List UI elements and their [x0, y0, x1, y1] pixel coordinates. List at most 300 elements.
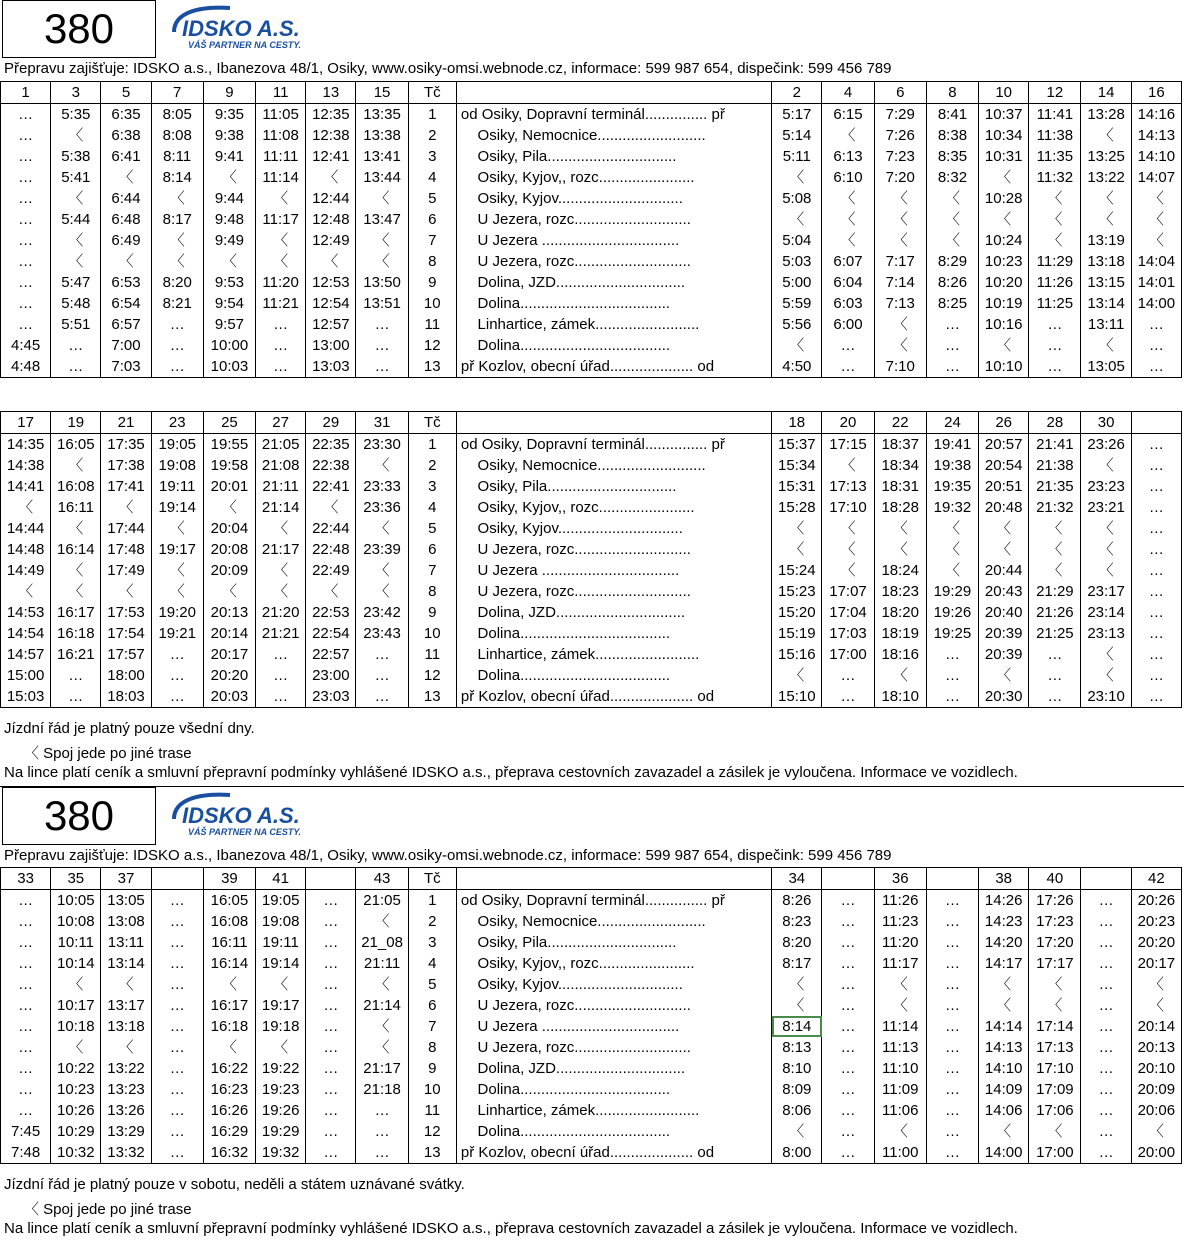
departure-time: … — [1029, 314, 1081, 335]
trip-number-header — [926, 868, 978, 890]
departure-time: 22:48 — [306, 539, 356, 560]
weekday-validity-note: Jízdní řád je platný pouze všední dny. — [4, 720, 255, 737]
trip-number-header: 39 — [203, 868, 255, 890]
departure-time: 〈 — [1029, 995, 1081, 1016]
departure-time: … — [1, 974, 51, 995]
departure-time: 10:03 — [203, 356, 255, 378]
stop-name: U Jezera ................................. — [456, 1016, 771, 1037]
departure-time: 19:41 — [926, 434, 978, 456]
stop-header — [456, 412, 771, 434]
departure-time: 14:53 — [1, 602, 51, 623]
trip-number-header: 38 — [979, 868, 1029, 890]
trip-number-header: 29 — [306, 412, 356, 434]
trip-number-header: 41 — [256, 868, 306, 890]
departure-time: … — [1, 188, 51, 209]
departure-time: 21:38 — [1029, 455, 1081, 476]
timetable-row — [1, 1079, 1182, 1100]
svg-text:VÁŠ PARTNER NA CESTY.: VÁŠ PARTNER NA CESTY. — [188, 827, 302, 837]
departure-time: 17:26 — [1029, 890, 1081, 912]
trip-number-header: 22 — [874, 412, 926, 434]
departure-time: 〈 — [772, 335, 822, 356]
departure-time: 12:54 — [306, 293, 356, 314]
departure-time: 19:18 — [256, 1016, 306, 1037]
departure-time: 13:22 — [101, 1058, 151, 1079]
departure-time: 16:05 — [203, 890, 255, 912]
departure-time: 11:10 — [874, 1058, 926, 1079]
departure-time: … — [1081, 995, 1131, 1016]
departure-time: 17:23 — [1029, 911, 1081, 932]
departure-time: 10:10 — [979, 356, 1029, 378]
departure-time: … — [1, 167, 51, 188]
departure-time: 8:32 — [926, 167, 978, 188]
departure-time: 15:19 — [772, 623, 822, 644]
departure-time: 8:06 — [772, 1100, 822, 1121]
departure-time: … — [306, 974, 356, 995]
departure-time: 15:20 — [772, 602, 822, 623]
departure-time: 19:17 — [256, 995, 306, 1016]
timetable-row — [1, 644, 1182, 665]
timetable-row — [1, 230, 1182, 251]
departure-time: 〈 — [926, 539, 978, 560]
departure-time: 〈 — [356, 1016, 408, 1037]
departure-time: 19:05 — [256, 890, 306, 912]
departure-time: … — [356, 314, 408, 335]
departure-time: … — [256, 665, 306, 686]
departure-time: 20:00 — [1131, 1142, 1181, 1164]
departure-time: 10:34 — [979, 125, 1029, 146]
departure-time: 5:51 — [51, 314, 101, 335]
stop-name: U Jezera, rozc............................ — [456, 581, 771, 602]
trip-number-header — [151, 868, 203, 890]
departure-time: 18:34 — [874, 455, 926, 476]
departure-time: 18:03 — [101, 686, 151, 708]
departure-time: 21:18 — [356, 1079, 408, 1100]
departure-time: 13:22 — [1081, 167, 1131, 188]
departure-time: … — [1131, 686, 1181, 708]
departure-time: 19:11 — [151, 476, 203, 497]
departure-time: 〈 — [256, 974, 306, 995]
departure-time: 8:38 — [926, 125, 978, 146]
stop-index: 11 — [408, 644, 456, 665]
departure-time: 〈 — [356, 230, 408, 251]
stop-index: 6 — [408, 995, 456, 1016]
departure-time: … — [356, 1100, 408, 1121]
departure-time: 7:03 — [101, 356, 151, 378]
departure-time: 10:23 — [979, 251, 1029, 272]
departure-time: … — [926, 1058, 978, 1079]
departure-time: 17:13 — [1029, 1037, 1081, 1058]
departure-time: … — [256, 335, 306, 356]
trip-number-header: 2 — [772, 82, 822, 104]
departure-time: 19:55 — [203, 434, 255, 456]
departure-time: 6:53 — [101, 272, 151, 293]
departure-time: 19:05 — [151, 434, 203, 456]
departure-time: 7:17 — [874, 251, 926, 272]
departure-time: 17:13 — [822, 476, 874, 497]
departure-time: 19:23 — [256, 1079, 306, 1100]
timetable-row — [1, 953, 1182, 974]
departure-time: 7:13 — [874, 293, 926, 314]
stop-name: U Jezera, rozc............................ — [456, 995, 771, 1016]
departure-time: 〈 — [1081, 665, 1131, 686]
stop-index: 6 — [408, 539, 456, 560]
departure-time: 〈 — [51, 974, 101, 995]
departure-time: 19:58 — [203, 455, 255, 476]
departure-time: 7:26 — [874, 125, 926, 146]
trip-number-header: 12 — [1029, 82, 1081, 104]
departure-time: 20:06 — [1131, 1100, 1181, 1121]
departure-time: 23:33 — [356, 476, 408, 497]
departure-time: … — [1081, 1100, 1131, 1121]
stop-name: od Osiky, Dopravní terminál............... př — [456, 890, 771, 912]
stop-index: 13 — [408, 356, 456, 378]
stop-index: 9 — [408, 602, 456, 623]
departure-time: 〈 — [256, 581, 306, 602]
departure-time: 〈 — [1029, 209, 1081, 230]
departure-time: 〈 — [772, 995, 822, 1016]
trip-number-header: 20 — [822, 412, 874, 434]
departure-time: 14:00 — [1131, 293, 1181, 314]
departure-time: 6:04 — [822, 272, 874, 293]
departure-time: 20:08 — [203, 539, 255, 560]
departure-time: 20:20 — [1131, 932, 1181, 953]
departure-time: … — [822, 974, 874, 995]
timetable-row — [1, 335, 1182, 356]
departure-time: … — [926, 911, 978, 932]
departure-time: 11:41 — [1029, 104, 1081, 126]
departure-time: 16:08 — [51, 476, 101, 497]
line-number: 380 — [2, 787, 156, 845]
departure-time: 14:01 — [1131, 272, 1181, 293]
departure-time: 23:43 — [356, 623, 408, 644]
trip-number-header: 37 — [101, 868, 151, 890]
departure-time: 20:17 — [203, 644, 255, 665]
departure-time: 20:17 — [1131, 953, 1181, 974]
departure-time: 12:49 — [306, 230, 356, 251]
departure-time: 〈 — [51, 188, 101, 209]
trip-number-header: 14 — [1081, 82, 1131, 104]
departure-time: … — [822, 1037, 874, 1058]
weekend-header — [2, 787, 1184, 845]
departure-time: 〈 — [101, 497, 151, 518]
departure-time: 9:54 — [203, 293, 255, 314]
departure-time: 〈 — [151, 560, 203, 581]
departure-time: 11:11 — [256, 146, 306, 167]
weekday-block-afternoon — [0, 411, 1182, 708]
stop-index: 2 — [408, 455, 456, 476]
departure-time: … — [1131, 581, 1181, 602]
departure-time: 〈 — [926, 188, 978, 209]
departure-time: 〈 — [151, 188, 203, 209]
weekday-block-morning — [0, 81, 1182, 378]
timetable-row — [1, 434, 1182, 456]
departure-time: 5:17 — [772, 104, 822, 126]
departure-time: 8:17 — [151, 209, 203, 230]
departure-time: 11:00 — [874, 1142, 926, 1164]
stop-index: 1 — [408, 434, 456, 456]
departure-time: 17:53 — [101, 602, 151, 623]
departure-time: 13:32 — [101, 1142, 151, 1164]
departure-time: … — [356, 1142, 408, 1164]
stop-index: 2 — [408, 125, 456, 146]
departure-time: 17:54 — [101, 623, 151, 644]
departure-time: 〈 — [979, 335, 1029, 356]
stop-name: Dolina.................................... — [456, 623, 771, 644]
timetable-row — [1, 974, 1182, 995]
departure-time: 11:14 — [874, 1016, 926, 1037]
timetable-row — [1, 293, 1182, 314]
stop-index: 12 — [408, 335, 456, 356]
departure-time: 〈 — [874, 209, 926, 230]
departure-time: … — [822, 665, 874, 686]
departure-time: 〈 — [1081, 644, 1131, 665]
trip-number-header — [1131, 412, 1181, 434]
departure-time: … — [356, 356, 408, 378]
stop-index: 13 — [408, 1142, 456, 1164]
departure-time: 4:45 — [1, 335, 51, 356]
departure-time: 14:14 — [979, 1016, 1029, 1037]
departure-time: 11:14 — [256, 167, 306, 188]
departure-time: 21:05 — [356, 890, 408, 912]
stop-header — [456, 82, 771, 104]
departure-time: 21:11 — [356, 953, 408, 974]
departure-time: 9:41 — [203, 146, 255, 167]
departure-time: 8:10 — [772, 1058, 822, 1079]
departure-time: 17:49 — [101, 560, 151, 581]
stop-name: Dolina.................................... — [456, 335, 771, 356]
departure-time: 19:08 — [256, 911, 306, 932]
timetable-row — [1, 146, 1182, 167]
departure-time: 〈 — [874, 995, 926, 1016]
departure-time: 〈 — [256, 188, 306, 209]
departure-time: 〈 — [51, 125, 101, 146]
departure-time: 13:05 — [101, 890, 151, 912]
departure-time: 6:00 — [822, 314, 874, 335]
departure-time: 〈 — [51, 560, 101, 581]
departure-time: 8:35 — [926, 146, 978, 167]
departure-time: 20:09 — [1131, 1079, 1181, 1100]
departure-time: 11:05 — [256, 104, 306, 126]
departure-time: 10:24 — [979, 230, 1029, 251]
departure-time: 18:23 — [874, 581, 926, 602]
departure-time: … — [356, 335, 408, 356]
departure-time: 20:13 — [1131, 1037, 1181, 1058]
stop-index: 12 — [408, 665, 456, 686]
departure-time: 21:21 — [256, 623, 306, 644]
departure-time: … — [926, 1016, 978, 1037]
departure-time: 5:41 — [51, 167, 101, 188]
departure-time: 13:26 — [101, 1100, 151, 1121]
departure-time: … — [151, 1016, 203, 1037]
departure-time: … — [1081, 953, 1131, 974]
departure-time: 14:49 — [1, 560, 51, 581]
departure-time: 7:14 — [874, 272, 926, 293]
departure-time: … — [1081, 1079, 1131, 1100]
departure-time: 14:44 — [1, 518, 51, 539]
stop-name: př Kozlov, obecní úřad.................... od — [456, 356, 771, 378]
departure-time: … — [51, 686, 101, 708]
departure-time: … — [306, 1121, 356, 1142]
departure-time: 〈 — [1081, 209, 1131, 230]
departure-time: 〈 — [1029, 974, 1081, 995]
departure-time: 11:32 — [1029, 167, 1081, 188]
departure-time: 16:14 — [51, 539, 101, 560]
departure-time: 8:14 — [151, 167, 203, 188]
trip-number-header: 36 — [874, 868, 926, 890]
departure-time: 〈 — [926, 518, 978, 539]
departure-time: 21:41 — [1029, 434, 1081, 456]
stop-name: Linhartice, zámek......................... — [456, 1100, 771, 1121]
departure-time: 20:57 — [979, 434, 1029, 456]
departure-time: … — [356, 686, 408, 708]
departure-time: 8:21 — [151, 293, 203, 314]
departure-time: … — [1, 209, 51, 230]
stop-name: př Kozlov, obecní úřad.................... od — [456, 1142, 771, 1164]
departure-time: 6:57 — [101, 314, 151, 335]
departure-time: … — [1, 1100, 51, 1121]
departure-time: 10:14 — [51, 953, 101, 974]
departure-time: 〈 — [256, 518, 306, 539]
stop-index: 7 — [408, 1016, 456, 1037]
departure-time: 20:14 — [203, 623, 255, 644]
departure-time: 16:22 — [203, 1058, 255, 1079]
departure-time: 10:26 — [51, 1100, 101, 1121]
departure-time: 17:09 — [1029, 1079, 1081, 1100]
stop-index: 7 — [408, 560, 456, 581]
svg-text:VÁŠ PARTNER NA CESTY.: VÁŠ PARTNER NA CESTY. — [188, 40, 302, 50]
departure-time: 10:32 — [51, 1142, 101, 1164]
departure-time: 〈 — [256, 251, 306, 272]
stop-name: od Osiky, Dopravní terminál............... př — [456, 434, 771, 456]
stop-name: Osiky, Kyjov.............................. — [456, 518, 771, 539]
departure-time: 〈 — [306, 251, 356, 272]
departure-time: 17:17 — [1029, 953, 1081, 974]
departure-time: 16:18 — [51, 623, 101, 644]
departure-time: 20:51 — [979, 476, 1029, 497]
departure-time: 〈 — [874, 518, 926, 539]
timetable-row — [1, 104, 1182, 126]
departure-time: 21:14 — [356, 995, 408, 1016]
departure-time: 〈 — [926, 230, 978, 251]
departure-time: 〈 — [979, 539, 1029, 560]
departure-time: 6:54 — [101, 293, 151, 314]
departure-time: 13:14 — [1081, 293, 1131, 314]
departure-time: … — [1, 890, 51, 912]
weekday-header — [2, 0, 1184, 58]
departure-time: 〈 — [874, 665, 926, 686]
timetable-row — [1, 665, 1182, 686]
departure-time: 17:10 — [1029, 1058, 1081, 1079]
departure-time: 17:06 — [1029, 1100, 1081, 1121]
departure-time: … — [822, 356, 874, 378]
departure-time: 〈 — [1081, 125, 1131, 146]
departure-time: 8:20 — [151, 272, 203, 293]
stop-name: Osiky, Nemocnice.......................... — [456, 455, 771, 476]
stop-name: U Jezera ................................. — [456, 230, 771, 251]
departure-time: 16:29 — [203, 1121, 255, 1142]
departure-time: 22:57 — [306, 644, 356, 665]
departure-time: 20:30 — [979, 686, 1029, 708]
timetable-row — [1, 1016, 1182, 1037]
departure-time: … — [1029, 644, 1081, 665]
timetable-row — [1, 1058, 1182, 1079]
departure-time: 21:08 — [256, 455, 306, 476]
departure-time: … — [1, 1016, 51, 1037]
departure-time: 13:00 — [306, 335, 356, 356]
departure-time: 17:00 — [822, 644, 874, 665]
departure-time: 11:09 — [874, 1079, 926, 1100]
departure-time: 〈 — [356, 1037, 408, 1058]
departure-time: 〈 — [51, 455, 101, 476]
departure-time: 15:16 — [772, 644, 822, 665]
stop-name: U Jezera, rozc............................ — [456, 251, 771, 272]
departure-time: … — [1, 230, 51, 251]
trip-number-header: 18 — [772, 412, 822, 434]
departure-time: 11:29 — [1029, 251, 1081, 272]
departure-time: 10:20 — [979, 272, 1029, 293]
departure-time: 19:14 — [256, 953, 306, 974]
selected-cell[interactable]: 8:14 — [772, 1016, 822, 1037]
departure-time: 11:38 — [1029, 125, 1081, 146]
departure-time: 10:37 — [979, 104, 1029, 126]
departure-time: 23:14 — [1081, 602, 1131, 623]
departure-time: … — [822, 932, 874, 953]
departure-time: 21:20 — [256, 602, 306, 623]
stop-index: 4 — [408, 953, 456, 974]
departure-time: 13:41 — [356, 146, 408, 167]
departure-time: … — [1131, 665, 1181, 686]
departure-time: 21:05 — [256, 434, 306, 456]
departure-time: 14:35 — [1, 434, 51, 456]
departure-time: 〈 — [874, 1121, 926, 1142]
departure-time: 5:08 — [772, 188, 822, 209]
departure-time: … — [926, 1121, 978, 1142]
departure-time: 6:38 — [101, 125, 151, 146]
departure-time: 〈 — [822, 188, 874, 209]
timetable-row — [1, 932, 1182, 953]
departure-time: 15:28 — [772, 497, 822, 518]
departure-time: 〈 — [1029, 230, 1081, 251]
departure-time: 14:13 — [979, 1037, 1029, 1058]
departure-time: 〈 — [203, 251, 255, 272]
departure-time: 〈 — [822, 518, 874, 539]
stop-name: Dolina, JZD............................... — [456, 602, 771, 623]
departure-time: … — [926, 1142, 978, 1164]
stop-name: př Kozlov, obecní úřad.................... od — [456, 686, 771, 708]
stop-index: 11 — [408, 1100, 456, 1121]
departure-time: 17:20 — [1029, 932, 1081, 953]
stop-name: Osiky, Pila............................... — [456, 932, 771, 953]
idsko-logo — [160, 789, 380, 843]
timetable-row — [1, 497, 1182, 518]
stop-index: 8 — [408, 1037, 456, 1058]
departure-time: 13:14 — [101, 953, 151, 974]
stop-name: U Jezera, rozc............................ — [456, 1037, 771, 1058]
trip-number-header: 40 — [1029, 868, 1081, 890]
departure-time: … — [1029, 686, 1081, 708]
departure-time: 〈 — [874, 974, 926, 995]
departure-time: 16:14 — [203, 953, 255, 974]
departure-time: 10:17 — [51, 995, 101, 1016]
departure-time: … — [822, 953, 874, 974]
stop-name: Dolina.................................... — [456, 1121, 771, 1142]
departure-time: 22:53 — [306, 602, 356, 623]
departure-time: 20:09 — [203, 560, 255, 581]
departure-time: 7:20 — [874, 167, 926, 188]
timetable-row — [1, 602, 1182, 623]
departure-time: … — [1, 272, 51, 293]
departure-time: 〈 — [356, 518, 408, 539]
